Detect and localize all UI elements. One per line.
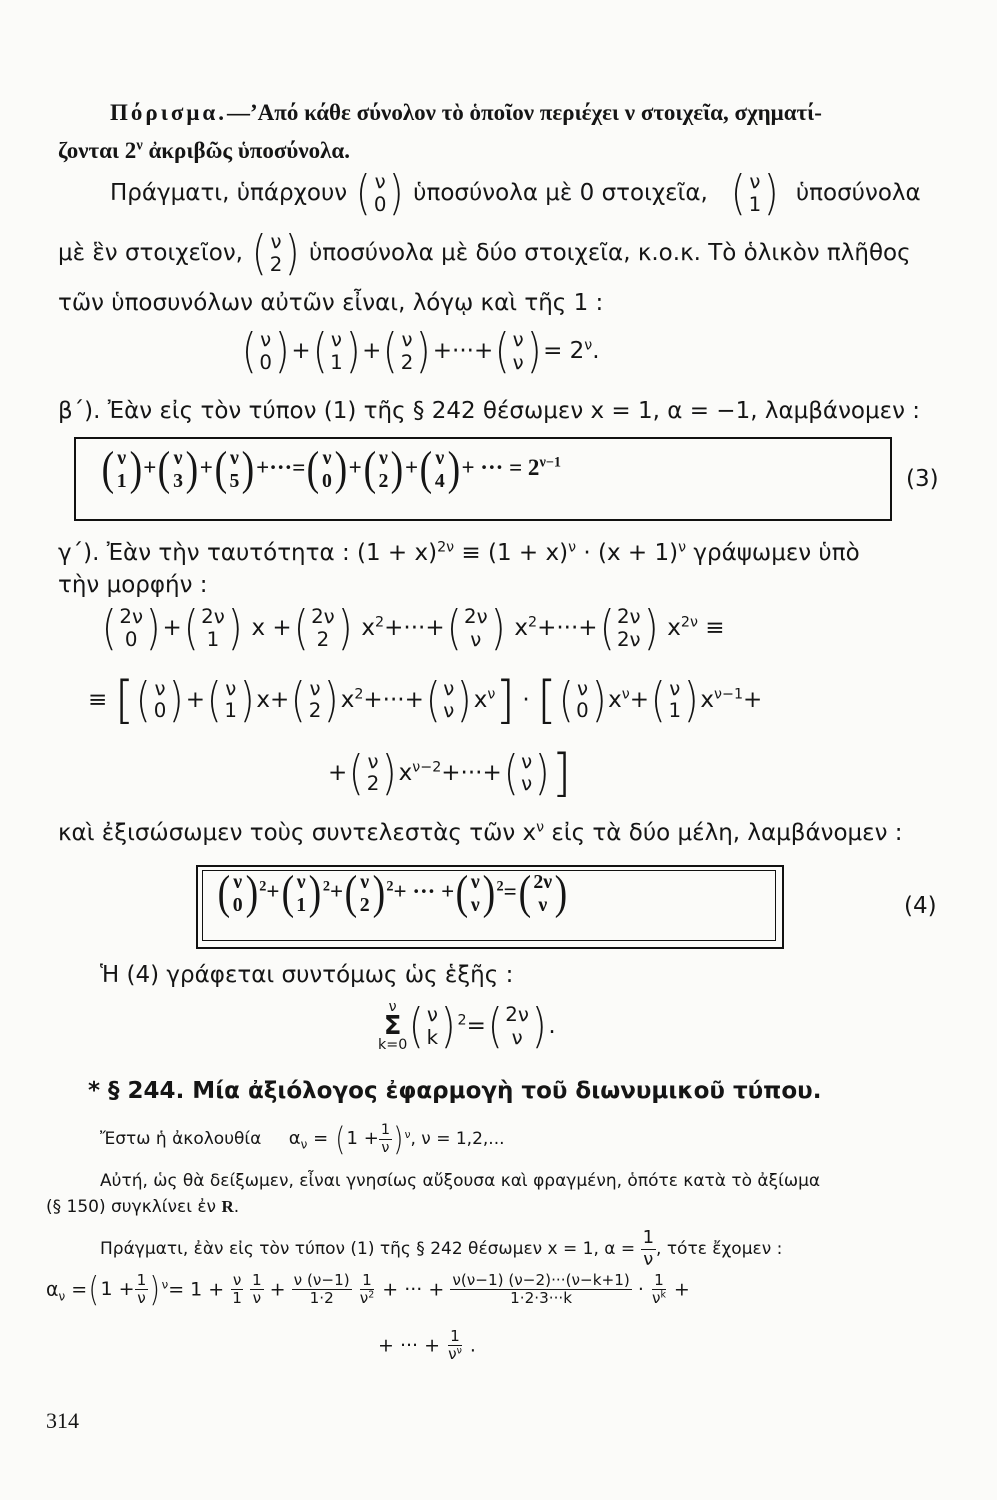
section-star: * <box>88 1078 101 1104</box>
equation-3-rhs: = 2 <box>509 454 540 480</box>
part-b-text: β΄). Ἐὰν εἰς τὸν τύπον (1) τῆς § 242 θέσωμεν x = 1, α = −1, λαμβάνομεν : <box>58 398 920 424</box>
equation-expansion-3: + ( ν 2 ) $x^{\nu-2}+\cdot\cdot\cdot+$ ( ν ν ) ] <box>328 743 572 802</box>
equation-sum-exp: ν <box>584 337 593 354</box>
part-c-end: γράψωμεν ὑπὸ <box>686 540 860 566</box>
sequence-para-3: Πράγματι, ἐὰν εἰς τὸν τύπον (1) τῆς § 242 θέσωμεν x = 1, α = $\frac{1}{\nu}$ , τότε ἔχομεν : <box>100 1227 783 1270</box>
equation-expansion-1: ( 2ν 0 ) + ( 2ν 1 ) x + ( 2ν 2 ) $x^2+\cdot\cdot\cdot+$ ( 2ν ν ) $x^2+\cdot\cdot\cdot+$ ( 2ν 2ν ) $x^{2\nu}$ ≡ <box>101 601 725 656</box>
equation-sum-form: ν Σ k=0 ( ν k ) $^2$= ( 2ν ν ) . <box>378 998 556 1054</box>
equate-text-1: καὶ ἐξισώσωμεν τοὺς συντελεστὰς τῶν x <box>58 820 537 846</box>
binomial-nu-1: ( ν 1 ) <box>731 166 779 221</box>
part-c-exp-1: 2ν <box>437 539 455 556</box>
proof-line-2 <box>58 226 911 281</box>
part-c-text-1: γ΄). Ἐὰν τὴν ταυτότητα : (1 + x) <box>58 540 438 566</box>
part-c-exp-3: ν <box>678 539 687 556</box>
proof-text-2b: ὑποσύνολα μὲ δύο στοιχεῖα, κ.ο.κ. Τὸ ὁλικὸν πλῆθος <box>309 240 911 267</box>
proof-text-1b: ὑποσύνολα μὲ 0 στοιχεῖα, <box>413 180 708 207</box>
equation-sum-end: . <box>592 338 600 365</box>
equate-text-2: εἰς τὰ δύο μέλη, λαμβάνομεν : <box>544 820 903 846</box>
sequence-para-1: Αὐτή, ὡς θὰ δείξωμεν, εἶναι γνησίως αὔξουσα καὶ φραγμένη, ὁπότε κατὰ τὸ ἀξίωμα <box>100 1171 821 1191</box>
corollary-line-2: ζονται $2^\nu$ ἀκριβῶς ὑποσύνολα. <box>58 137 351 163</box>
short-form-text: Ἡ (4) γράφεται συντόμως ὡς ἑξῆς : <box>100 962 514 988</box>
binomial-nu-0: ( ν 0 ) <box>356 166 405 221</box>
section-title: § 244. Μία ἀξιόλογος ἐφαρμογὴ τοῦ διωνυμικοῦ τύπου. <box>108 1078 822 1104</box>
proof-text-2a: μὲ ἓν στοιχεῖον, <box>58 240 243 267</box>
equation-4: ( ν 0 ) $^2$+ ( ν 1 ) $^2$+ ( ν 2 ) $^2$+ ··· + ( ν ν ) $^2$= ( 2ν ν ) <box>217 867 568 919</box>
sequence-para-2c: . <box>233 1197 240 1217</box>
part-c-mid: ≡ (1 + x) <box>454 540 569 566</box>
equation-3-exp: ν−1 <box>539 454 562 471</box>
sequence-range: , ν = 1,2,... <box>410 1129 505 1150</box>
part-c-line-2: τὴν μορφήν : <box>58 572 208 598</box>
equation-alpha-expansion-1: $\alpha_\nu$ = ( 1 + 1 ν ) $^\nu$= 1 + $\frac{\nu}{1}$ $\frac{1}{\nu}$ + $\frac{\nu (\nu-1)}{1\cdot 2}$ $\frac{1}{\nu^2}$ + ··· + $\frac{\nu(\nu-1) (\nu-2)\cdot\cdot\cdot(\nu-k+1)}{1\cdot 2\cdot 3\cdot\cdot\cdot k}$ · $\frac{1}{\nu^k}$ + <box>46 1269 690 1310</box>
corollary-line-1 <box>110 100 822 126</box>
sequence-para-3b: , τότε ἔχομεν : <box>656 1239 783 1260</box>
proof-line-1 <box>110 166 921 221</box>
equation-alpha-expansion-2: + ··· + $\frac{1}{\nu^\nu}$ . <box>378 1327 476 1364</box>
corollary-text-2a: ζονται 2 <box>58 138 137 163</box>
sequence-para-3a: Πράγματι, ἐὰν εἰς τὸν τύπον (1) τῆς § 242 θέσωμεν x = 1, α = <box>100 1239 636 1260</box>
part-c-exp-2: ν <box>568 539 577 556</box>
corollary-text-2b: ἀκριβῶς ὑποσύνολα. <box>142 138 351 163</box>
equation-sum-rhs: = 2 <box>543 338 585 365</box>
sequence-para-2 <box>46 1197 239 1218</box>
sequence-para-2a: (§ 150) συγκλίνει ἐν <box>46 1197 222 1217</box>
sequence-para-2b: R <box>221 1197 234 1216</box>
equation-sum-binomials: ( ν 0 ) + ( ν 1 ) + ( ν 2 ) +···+ ( ν ν ) = $2^\nu$. <box>241 324 600 379</box>
binomial-nu-2: ( ν 2 ) <box>252 226 300 281</box>
part-c-line-1 <box>58 540 860 566</box>
proof-text-1a: Πράγματι, ὑπάρχουν <box>110 180 348 207</box>
equation-3-number: (3) <box>906 466 939 492</box>
equate-exp: ν <box>536 819 545 836</box>
equation-4-number: (4) <box>904 893 937 919</box>
part-c-mid-2: · (x + 1) <box>576 540 679 566</box>
page-number: 314 <box>46 1408 79 1433</box>
corollary-head: Πόρισμα. <box>110 100 227 125</box>
proof-line-3: τῶν ὑποσυνόλων αὐτῶν εἶναι, λόγῳ καὶ τῆς 1 : <box>58 290 604 316</box>
equation-expansion-2: ≡ [ ( ν 0 ) + ( ν 1 ) x+ ( ν 2 ) $x^2+\cdot\cdot\cdot+$ ( ν ν ) $x^\nu$] · [ ( ν 0 ) $x^\nu+$ ( ν 1 ) $x^{\nu-1}+$ <box>88 670 763 729</box>
section-heading <box>88 1078 821 1104</box>
equation-3: ( ν 1 ) + ( ν 3 ) + ( ν 5 ) +···= ( ν 0 ) + ( ν 2 ) + ( ν 4 ) + ··· = $2^{\nu-1}$ <box>101 443 562 495</box>
corollary-text-1: —’Από κάθε σύνολον τὸ ὁποῖον περιέχει ν στοιχεῖα, σχηματί- <box>226 100 822 125</box>
equate-text <box>58 820 903 846</box>
sequence-intro: Ἔστω ἡ ἀκολουθία <box>100 1129 262 1150</box>
proof-text-1c: ὑποσύνολα <box>795 180 921 207</box>
sequence-definition: Ἔστω ἡ ἀκολουθία $\alpha_\nu$ = ( 1 + 1 ν ) $^\nu$, ν = 1,2,... <box>100 1119 505 1158</box>
